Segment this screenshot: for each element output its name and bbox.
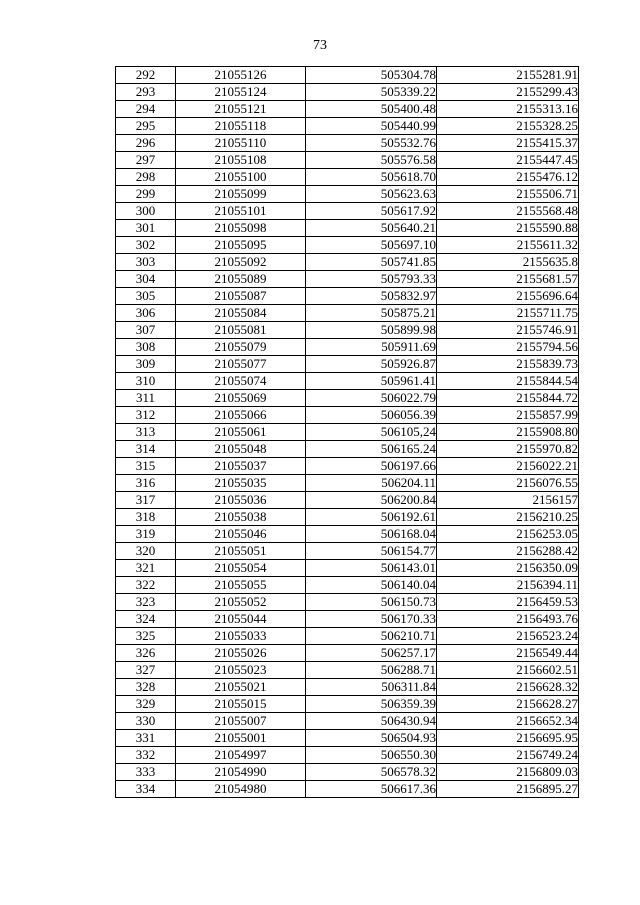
- y-coordinate-cell: 2155970.82: [437, 441, 579, 458]
- point-number-cell: 333: [116, 764, 176, 781]
- point-code-cell: 21055095: [176, 237, 306, 254]
- x-coordinate-cell: 506056.39: [306, 407, 437, 424]
- y-coordinate-cell: 2155857.99: [437, 407, 579, 424]
- table-row: [116, 152, 579, 169]
- point-number-cell: 317: [116, 492, 176, 509]
- y-coordinate-cell: 2155313.16: [437, 101, 579, 118]
- point-number-cell: 308: [116, 339, 176, 356]
- x-coordinate-cell: 506200.84: [306, 492, 437, 509]
- point-code-cell: 21055074: [176, 373, 306, 390]
- point-code-cell: 21055046: [176, 526, 306, 543]
- y-coordinate-cell: 2156210.25: [437, 509, 579, 526]
- point-code-cell: 21055023: [176, 662, 306, 679]
- point-code-cell: 21055087: [176, 288, 306, 305]
- point-number-cell: 315: [116, 458, 176, 475]
- coordinates-table: [115, 66, 579, 798]
- table-row: [116, 288, 579, 305]
- point-number-cell: 305: [116, 288, 176, 305]
- point-number-cell: 318: [116, 509, 176, 526]
- table-row: [116, 339, 579, 356]
- y-coordinate-cell: 2156253.05: [437, 526, 579, 543]
- y-coordinate-cell: 2156695.95: [437, 730, 579, 747]
- point-number-cell: 297: [116, 152, 176, 169]
- y-coordinate-cell: 2156809.03: [437, 764, 579, 781]
- y-coordinate-cell: 2156157: [437, 492, 579, 509]
- point-code-cell: 21055099: [176, 186, 306, 203]
- point-code-cell: 21055035: [176, 475, 306, 492]
- x-coordinate-cell: 506257.17: [306, 645, 437, 662]
- x-coordinate-cell: 505400.48: [306, 101, 437, 118]
- y-coordinate-cell: 2155635.8: [437, 254, 579, 271]
- point-number-cell: 298: [116, 169, 176, 186]
- table-row: [116, 101, 579, 118]
- table-row: [116, 271, 579, 288]
- point-code-cell: 21055048: [176, 441, 306, 458]
- y-coordinate-cell: 2155415.37: [437, 135, 579, 152]
- table-row: [116, 543, 579, 560]
- table-row: [116, 526, 579, 543]
- x-coordinate-cell: 506288.71: [306, 662, 437, 679]
- point-number-cell: 314: [116, 441, 176, 458]
- point-number-cell: 302: [116, 237, 176, 254]
- x-coordinate-cell: 505617.92: [306, 203, 437, 220]
- point-number-cell: 299: [116, 186, 176, 203]
- point-number-cell: 292: [116, 67, 176, 84]
- y-coordinate-cell: 2155908.80: [437, 424, 579, 441]
- x-coordinate-cell: 505576.58: [306, 152, 437, 169]
- point-code-cell: 21055036: [176, 492, 306, 509]
- table-row: [116, 475, 579, 492]
- y-coordinate-cell: 2155681.57: [437, 271, 579, 288]
- table-row: [116, 509, 579, 526]
- point-number-cell: 331: [116, 730, 176, 747]
- x-coordinate-cell: 505741.85: [306, 254, 437, 271]
- table-row: [116, 373, 579, 390]
- point-number-cell: 322: [116, 577, 176, 594]
- point-number-cell: 327: [116, 662, 176, 679]
- x-coordinate-cell: 505339.22: [306, 84, 437, 101]
- x-coordinate-cell: 505875.21: [306, 305, 437, 322]
- x-coordinate-cell: 506210.71: [306, 628, 437, 645]
- point-code-cell: 21055108: [176, 152, 306, 169]
- x-coordinate-cell: 505926.87: [306, 356, 437, 373]
- point-number-cell: 306: [116, 305, 176, 322]
- point-code-cell: 21055044: [176, 611, 306, 628]
- point-code-cell: 21055033: [176, 628, 306, 645]
- x-coordinate-cell: 506197.66: [306, 458, 437, 475]
- table-row: [116, 305, 579, 322]
- x-coordinate-cell: 505440.99: [306, 118, 437, 135]
- y-coordinate-cell: 2155746.91: [437, 322, 579, 339]
- x-coordinate-cell: 506140.04: [306, 577, 437, 594]
- y-coordinate-cell: 2156628.32: [437, 679, 579, 696]
- table-row: [116, 135, 579, 152]
- x-coordinate-cell: 506143.01: [306, 560, 437, 577]
- table-row: [116, 220, 579, 237]
- y-coordinate-cell: 2155844.72: [437, 390, 579, 407]
- x-coordinate-cell: 505623.63: [306, 186, 437, 203]
- point-number-cell: 326: [116, 645, 176, 662]
- y-coordinate-cell: 2156602.51: [437, 662, 579, 679]
- table-row: [116, 67, 579, 84]
- point-number-cell: 319: [116, 526, 176, 543]
- y-coordinate-cell: 2156628.27: [437, 696, 579, 713]
- x-coordinate-cell: 505697.10: [306, 237, 437, 254]
- table-row: [116, 577, 579, 594]
- table-row: [116, 84, 579, 101]
- point-code-cell: 21055124: [176, 84, 306, 101]
- x-coordinate-cell: 506022.79: [306, 390, 437, 407]
- x-coordinate-cell: 506204.11: [306, 475, 437, 492]
- point-code-cell: 21055069: [176, 390, 306, 407]
- y-coordinate-cell: 2156350.09: [437, 560, 579, 577]
- x-coordinate-cell: 506105,24: [306, 424, 437, 441]
- point-number-cell: 311: [116, 390, 176, 407]
- y-coordinate-cell: 2155844.54: [437, 373, 579, 390]
- point-number-cell: 329: [116, 696, 176, 713]
- y-coordinate-cell: 2156076.55: [437, 475, 579, 492]
- point-code-cell: 21055092: [176, 254, 306, 271]
- x-coordinate-cell: 505832.97: [306, 288, 437, 305]
- y-coordinate-cell: 2155590.88: [437, 220, 579, 237]
- point-code-cell: 21055077: [176, 356, 306, 373]
- point-code-cell: 21055007: [176, 713, 306, 730]
- point-number-cell: 330: [116, 713, 176, 730]
- table-row: [116, 492, 579, 509]
- table-row: [116, 441, 579, 458]
- point-code-cell: 21054990: [176, 764, 306, 781]
- x-coordinate-cell: 506430.94: [306, 713, 437, 730]
- y-coordinate-cell: 2156288.42: [437, 543, 579, 560]
- point-code-cell: 21055081: [176, 322, 306, 339]
- x-coordinate-cell: 505304.78: [306, 67, 437, 84]
- x-coordinate-cell: 506168.04: [306, 526, 437, 543]
- point-code-cell: 21055051: [176, 543, 306, 560]
- point-number-cell: 321: [116, 560, 176, 577]
- point-code-cell: 21055110: [176, 135, 306, 152]
- table-row: [116, 356, 579, 373]
- x-coordinate-cell: 506578.32: [306, 764, 437, 781]
- y-coordinate-cell: 2156459.53: [437, 594, 579, 611]
- point-code-cell: 21055101: [176, 203, 306, 220]
- point-number-cell: 310: [116, 373, 176, 390]
- y-coordinate-cell: 2155839.73: [437, 356, 579, 373]
- point-code-cell: 21055001: [176, 730, 306, 747]
- table-row: [116, 237, 579, 254]
- table-row: [116, 560, 579, 577]
- x-coordinate-cell: 506192.61: [306, 509, 437, 526]
- x-coordinate-cell: 505793.33: [306, 271, 437, 288]
- y-coordinate-cell: 2155611.32: [437, 237, 579, 254]
- y-coordinate-cell: 2156549.44: [437, 645, 579, 662]
- table-row: [116, 628, 579, 645]
- x-coordinate-cell: 506150.73: [306, 594, 437, 611]
- table-row: [116, 322, 579, 339]
- point-number-cell: 309: [116, 356, 176, 373]
- x-coordinate-cell: 506617.36: [306, 781, 437, 798]
- page-number: 73: [313, 38, 327, 53]
- point-code-cell: 21055021: [176, 679, 306, 696]
- x-coordinate-cell: 505618.70: [306, 169, 437, 186]
- point-code-cell: 21055037: [176, 458, 306, 475]
- point-number-cell: 300: [116, 203, 176, 220]
- x-coordinate-cell: 505640.21: [306, 220, 437, 237]
- table-row: [116, 186, 579, 203]
- point-number-cell: 307: [116, 322, 176, 339]
- point-code-cell: 21055089: [176, 271, 306, 288]
- point-number-cell: 323: [116, 594, 176, 611]
- y-coordinate-cell: 2156895.27: [437, 781, 579, 798]
- table-row: [116, 781, 579, 798]
- point-code-cell: 21055038: [176, 509, 306, 526]
- y-coordinate-cell: 2155696.64: [437, 288, 579, 305]
- table-row: [116, 169, 579, 186]
- point-code-cell: 21055098: [176, 220, 306, 237]
- table-row: [116, 203, 579, 220]
- y-coordinate-cell: 2156652.34: [437, 713, 579, 730]
- point-number-cell: 328: [116, 679, 176, 696]
- point-number-cell: 334: [116, 781, 176, 798]
- y-coordinate-cell: 2155328.25: [437, 118, 579, 135]
- x-coordinate-cell: 506165.24: [306, 441, 437, 458]
- y-coordinate-cell: 2155568.48: [437, 203, 579, 220]
- point-number-cell: 313: [116, 424, 176, 441]
- point-number-cell: 301: [116, 220, 176, 237]
- table-row: [116, 390, 579, 407]
- y-coordinate-cell: 2155506.71: [437, 186, 579, 203]
- point-code-cell: 21055015: [176, 696, 306, 713]
- point-number-cell: 320: [116, 543, 176, 560]
- point-code-cell: 21054980: [176, 781, 306, 798]
- y-coordinate-cell: 2156493.76: [437, 611, 579, 628]
- point-code-cell: 21055066: [176, 407, 306, 424]
- point-code-cell: 21055100: [176, 169, 306, 186]
- point-code-cell: 21055026: [176, 645, 306, 662]
- x-coordinate-cell: 505899.98: [306, 322, 437, 339]
- table-row: [116, 407, 579, 424]
- coordinates-table-body: [116, 67, 579, 798]
- table-row: [116, 254, 579, 271]
- point-number-cell: 312: [116, 407, 176, 424]
- x-coordinate-cell: 505532.76: [306, 135, 437, 152]
- table-row: [116, 764, 579, 781]
- point-number-cell: 332: [116, 747, 176, 764]
- point-code-cell: 21055061: [176, 424, 306, 441]
- point-code-cell: 21055084: [176, 305, 306, 322]
- point-code-cell: 21055052: [176, 594, 306, 611]
- point-code-cell: 21055079: [176, 339, 306, 356]
- table-row: [116, 118, 579, 135]
- point-number-cell: 295: [116, 118, 176, 135]
- table-row: [116, 424, 579, 441]
- point-number-cell: 293: [116, 84, 176, 101]
- table-row: [116, 611, 579, 628]
- y-coordinate-cell: 2155476.12: [437, 169, 579, 186]
- y-coordinate-cell: 2155794.56: [437, 339, 579, 356]
- point-code-cell: 21055118: [176, 118, 306, 135]
- table-row: [116, 594, 579, 611]
- table-row: [116, 662, 579, 679]
- point-code-cell: 21055054: [176, 560, 306, 577]
- y-coordinate-cell: 2155299.43: [437, 84, 579, 101]
- point-code-cell: 21055055: [176, 577, 306, 594]
- y-coordinate-cell: 2155447.45: [437, 152, 579, 169]
- table-row: [116, 730, 579, 747]
- table-row: [116, 458, 579, 475]
- point-code-cell: 21054997: [176, 747, 306, 764]
- y-coordinate-cell: 2156394.11: [437, 577, 579, 594]
- point-number-cell: 324: [116, 611, 176, 628]
- x-coordinate-cell: 505911.69: [306, 339, 437, 356]
- y-coordinate-cell: 2156749.24: [437, 747, 579, 764]
- point-number-cell: 296: [116, 135, 176, 152]
- point-number-cell: 294: [116, 101, 176, 118]
- x-coordinate-cell: 506311.84: [306, 679, 437, 696]
- y-coordinate-cell: 2155281.91: [437, 67, 579, 84]
- y-coordinate-cell: 2156022.21: [437, 458, 579, 475]
- x-coordinate-cell: 506154.77: [306, 543, 437, 560]
- point-number-cell: 316: [116, 475, 176, 492]
- table-row: [116, 645, 579, 662]
- table-row: [116, 696, 579, 713]
- y-coordinate-cell: 2155711.75: [437, 305, 579, 322]
- table-row: [116, 713, 579, 730]
- point-code-cell: 21055121: [176, 101, 306, 118]
- table-row: [116, 679, 579, 696]
- point-number-cell: 303: [116, 254, 176, 271]
- point-number-cell: 325: [116, 628, 176, 645]
- x-coordinate-cell: 506359.39: [306, 696, 437, 713]
- x-coordinate-cell: 505961.41: [306, 373, 437, 390]
- table-row: [116, 747, 579, 764]
- x-coordinate-cell: 506504.93: [306, 730, 437, 747]
- y-coordinate-cell: 2156523.24: [437, 628, 579, 645]
- point-number-cell: 304: [116, 271, 176, 288]
- x-coordinate-cell: 506550.30: [306, 747, 437, 764]
- x-coordinate-cell: 506170.33: [306, 611, 437, 628]
- point-code-cell: 21055126: [176, 67, 306, 84]
